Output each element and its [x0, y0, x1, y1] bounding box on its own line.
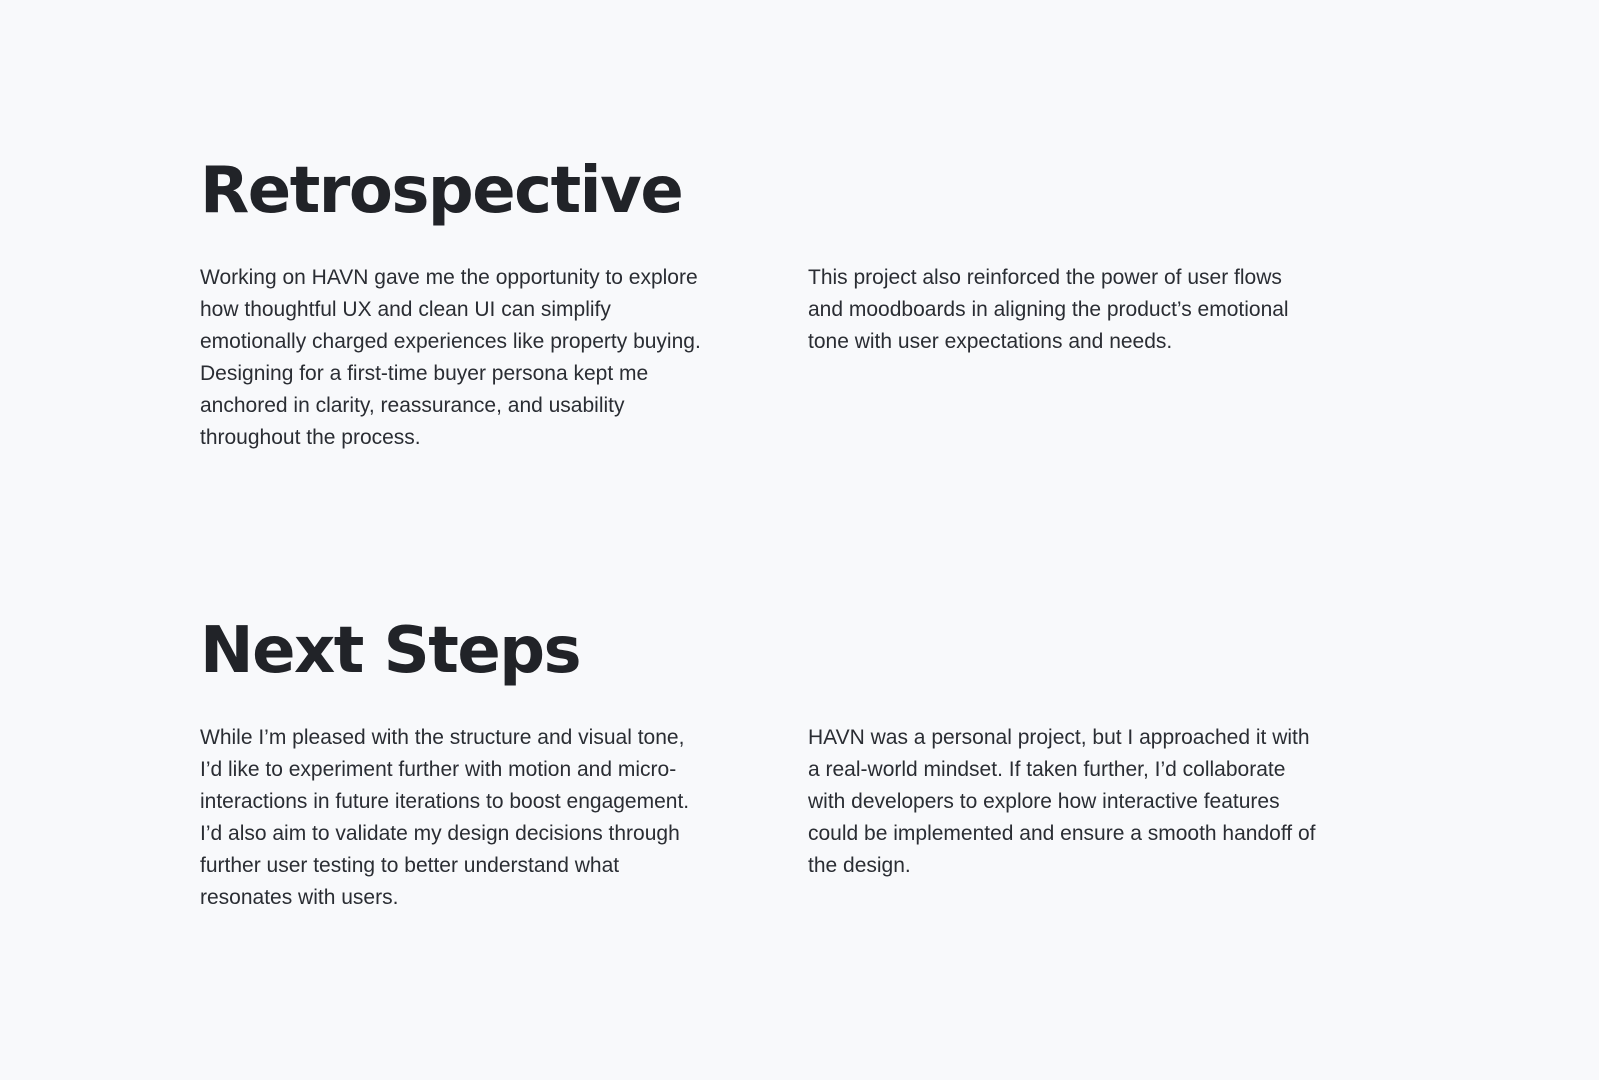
retrospective-columns	[200, 262, 1350, 454]
next-steps-section	[200, 608, 1350, 914]
retrospective-paragraph-2: This project also reinforced the power of user flows and moodboards in aligning the product’s emotional tone with user expectations and needs.	[808, 266, 1289, 353]
next-steps-paragraph-2: HAVN was a personal project, but I approached it with a real-world mindset. If taken further, I’d collaborate with developers to explore how interactive features could be implemented and ensure a smooth handoff of the design.	[808, 726, 1316, 877]
retrospective-paragraph-1: Working on HAVN gave me the opportunity to explore how thoughtful UX and clean UI can simplify emotionally charged experiences like property buying. Designing for a first-time buyer persona kept me anchored in clarity, reassurance, and usability throughout the process.	[200, 266, 701, 449]
next-steps-paragraph-1: While I’m pleased with the structure and visual tone, I’d like to experiment further with motion and micro-interactions in future iterations to boost engagement. I’d also aim to validate my design decisions through further user testing to better understand what resonates with users.	[200, 726, 690, 909]
next-steps-heading: Next Steps	[200, 614, 581, 688]
retrospective-heading: Retrospective	[200, 154, 683, 228]
next-steps-columns	[200, 722, 1350, 914]
retrospective-section	[200, 148, 1350, 454]
